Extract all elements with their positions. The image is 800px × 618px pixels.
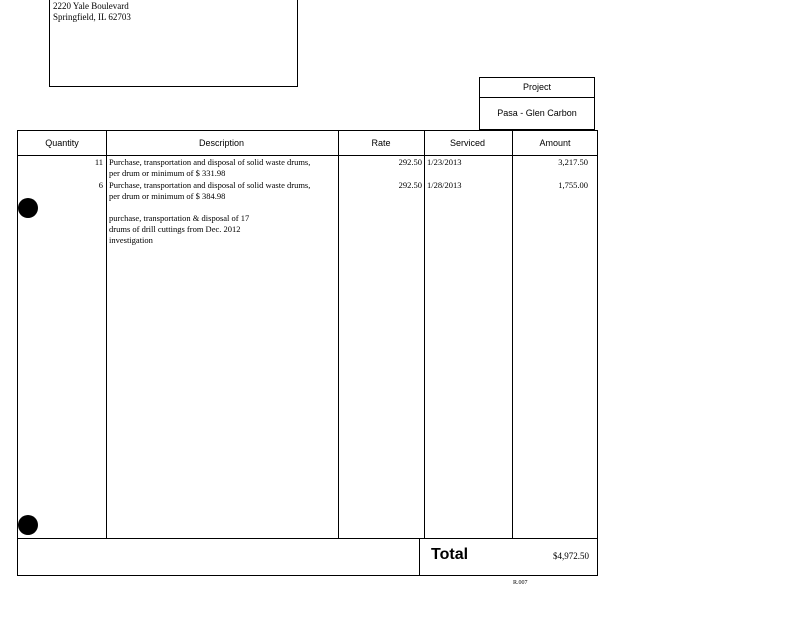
address-line: Springfield, IL 62703 (53, 12, 131, 22)
row2-description-line: Purchase, transportation and disposal of solid waste drums, (109, 180, 311, 190)
total-value: $4,972.50 (553, 551, 589, 561)
invoice-table (17, 130, 598, 539)
header-serviced: Serviced (449, 138, 485, 148)
page-footer-code: R.007 (513, 580, 528, 586)
note-line: investigation (109, 235, 153, 245)
note-line: purchase, transportation & disposal of 17 (109, 213, 250, 223)
header-quantity: Quantity (45, 138, 79, 148)
header-amount: Amount (539, 138, 571, 148)
total-box (17, 538, 598, 576)
row1-description-line: per drum or minimum of $ 331.98 (109, 168, 226, 178)
project-value: Pasa - Glen Carbon (497, 108, 577, 118)
header-description: Description (198, 138, 245, 148)
column-divider (106, 131, 107, 538)
project-box (479, 77, 595, 130)
punch-hole (18, 515, 38, 535)
row1-rate: 292.50 (398, 157, 422, 167)
column-divider (512, 131, 513, 538)
row2-amount: 1,755.00 (558, 180, 588, 190)
punch-hole (18, 198, 38, 218)
row1-serviced: 1/23/2013 (427, 157, 462, 167)
project-header: Project (480, 78, 594, 98)
column-divider (338, 131, 339, 538)
total-divider (419, 539, 420, 575)
row1-description-line: Purchase, transportation and disposal of solid waste drums, (109, 157, 311, 167)
table-header (18, 131, 597, 156)
row1-quantity: 11 (94, 157, 103, 167)
note-line: drums of drill cuttings from Dec. 2012 (109, 224, 241, 234)
row2-description-line: per drum or minimum of $ 384.98 (109, 191, 226, 201)
address-line: 2220 Yale Boulevard (53, 1, 129, 11)
total-label: Total (431, 546, 469, 563)
row2-quantity: 6 (98, 180, 103, 190)
column-divider (424, 131, 425, 538)
header-rate: Rate (371, 138, 391, 148)
row2-rate: 292.50 (398, 180, 422, 190)
row2-serviced: 1/28/2013 (427, 180, 462, 190)
address-box (49, 0, 298, 87)
row1-amount: 3,217.50 (558, 157, 588, 167)
